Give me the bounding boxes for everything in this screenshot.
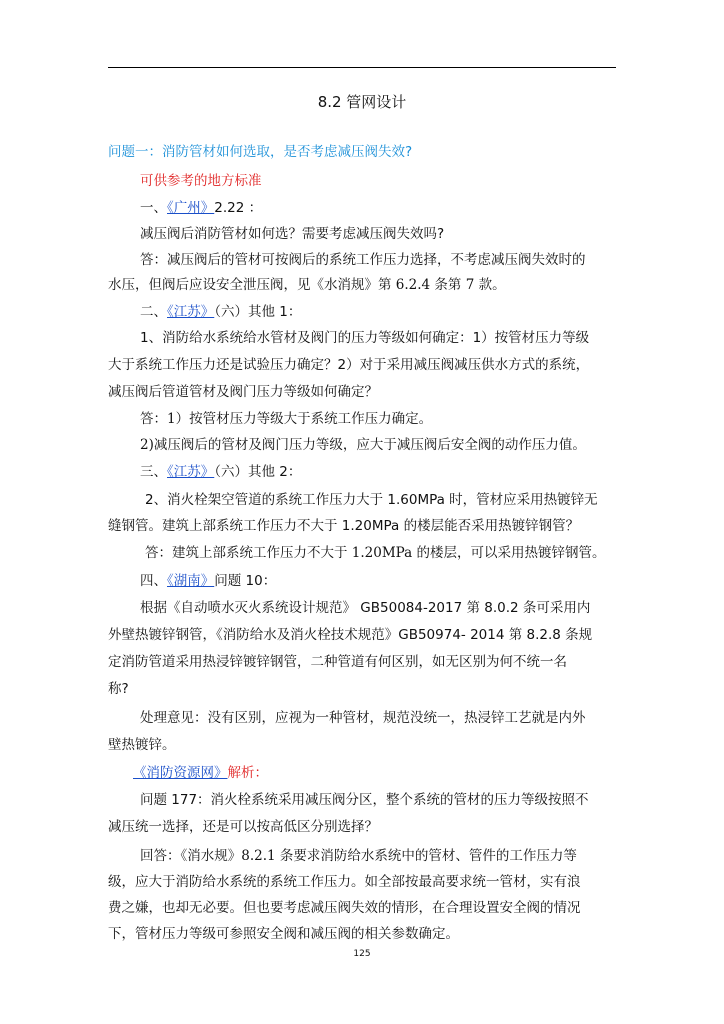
q4-line-3: 定消防管道采用热浸锌镀锌钢管，二种管道有何区别，如无区别为何不统一名	[108, 654, 567, 670]
a5-line-4: 下，管材压力等级可参照安全阀和减压阀的相关参数确定。	[108, 926, 459, 942]
a5-line-3: 费之嫌，也却无必要。但也要考虑减压阀失效的情形，在合理设置安全阀的情况	[108, 900, 581, 916]
item-prefix: 一、	[140, 200, 167, 216]
item-heading-2	[140, 303, 301, 321]
item-prefix: 三、	[140, 464, 167, 480]
header-rule	[108, 67, 616, 68]
page-number: 125	[353, 949, 371, 959]
q5-line-2: 减压统一选择，还是可以按高低区分别选择？	[108, 819, 378, 835]
q3-line-1: 2、消火栓架空管道的系统工作压力大于 1.60MPa 时，管材应采用热镀锌无	[145, 492, 598, 508]
q3-line-2: 缝钢管。建筑上部系统工作压力不大于 1.20MPa 的楼层能否采用热镀锌钢管？	[108, 518, 580, 534]
item-heading-4	[140, 572, 276, 590]
link-jiangsu[interactable]: 《江苏》	[167, 304, 215, 320]
link-jiangsu-2[interactable]: 《江苏》	[167, 464, 215, 480]
q1-text: 减压阀后消防管材如何选？需要考虑减压阀失效吗?	[140, 226, 445, 242]
q2-line-3: 减压阀后管道管材及阀门压力等级如何确定？	[108, 384, 378, 400]
a2-line-1: 答：1）按管材压力等级大于系统工作压力确定。	[140, 411, 433, 427]
item-suffix: （六）其他 1：	[214, 304, 302, 320]
link-hunan[interactable]: 《湖南》	[167, 573, 215, 589]
q4-line-4: 称?	[108, 681, 129, 697]
question-heading: 问题一：消防管材如何选取，是否考虑减压阀失效?	[108, 144, 413, 160]
item-prefix: 四、	[140, 573, 167, 589]
q4-line-2: 外壁热镀锌钢管，《消防给水及消火栓技术规范》GB50974- 2014 第 8.2.8 条规	[108, 627, 593, 643]
analysis-suffix: 解析：	[227, 765, 268, 781]
item-heading-3	[140, 463, 301, 481]
q4-line-1: 根据《自动喷水灭火系统设计规范》 GB50084-2017 第 8.0.2 条可采用内	[140, 600, 591, 616]
item-heading-1	[140, 199, 262, 217]
link-xiaofang-ziyuan[interactable]: 《消防资源网》	[133, 765, 228, 781]
a1-line-2: 水压，但阀后应设安全泄压阀，见《水消规》第 6.2.4 条第 7 款。	[108, 277, 506, 293]
a5-line-1: 回答：《消水规》8.2.1 条要求消防给水系统中的管材、管件的工作压力等	[140, 848, 577, 864]
q5-line-1: 问题 177：消火栓系统采用减压阀分区，整个系统的管材的压力等级按照不	[140, 792, 589, 808]
a5-line-2: 级，应大于消防给水系统的系统工作压力。如全部按最高要求统一管材，实有浪	[108, 874, 581, 890]
item-suffix: （六）其他 2：	[214, 464, 302, 480]
a4-line-1: 处理意见：没有区别，应视为一种管材，规范没统一，热浸锌工艺就是内外	[140, 710, 586, 726]
analysis-heading	[133, 764, 268, 782]
item-suffix: 问题 10：	[214, 573, 277, 589]
local-standards-heading: 可供参考的地方标准	[140, 173, 262, 189]
q2-line-2: 大于系统工作压力还是试验压力确定？2）对于采用减压阀减压供水方式的系统，	[108, 357, 590, 373]
a2-line-2: 2)减压阀后的管材及阀门压力等级，应大于减压阀后安全阀的动作压力值。	[140, 437, 586, 453]
a4-line-2: 壁热镀锌。	[108, 737, 176, 753]
a3-text: 答：建筑上部系统工作压力不大于 1.20MPa 的楼层，可以采用热镀锌钢管。	[145, 545, 606, 561]
link-guangzhou[interactable]: 《广州》	[167, 200, 215, 216]
section-title: 8.2 管网设计	[317, 93, 407, 111]
q2-line-1: 1、消防给水系统给水管材及阀门的压力等级如何确定：1）按管材压力等级	[140, 330, 590, 346]
a1-line-1: 答：减压阀后的管材可按阀后的系统工作压力选择，不考虑减压阀失效时的	[140, 252, 586, 268]
item-prefix: 二、	[140, 304, 167, 320]
item-suffix: 2.22 ：	[214, 200, 263, 216]
